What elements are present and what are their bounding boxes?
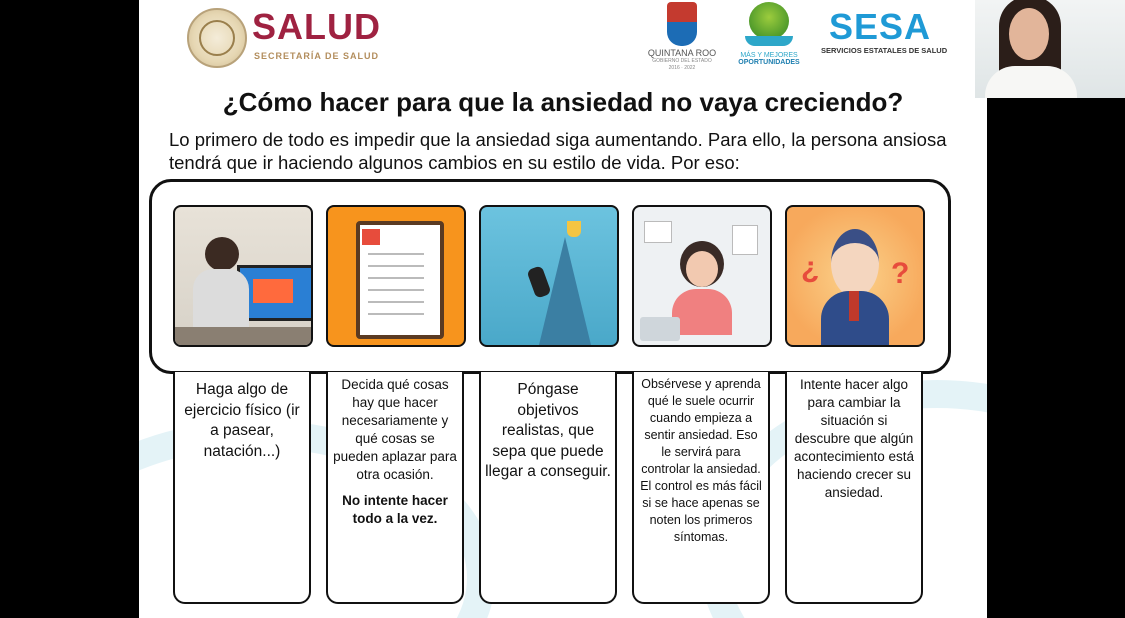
presenter-shirt: [985, 66, 1077, 98]
card-prioritize-bold-text: No intente hacer todo a la vez.: [342, 493, 448, 526]
presenter-webcam-video: [975, 0, 1125, 98]
trophy-icon: [567, 221, 581, 237]
quintana-roo-name: QUINTANA ROO: [647, 48, 717, 58]
calendar-date-icon: [362, 229, 380, 245]
question-mark-icon: ?: [891, 257, 910, 290]
person-body: [672, 289, 732, 335]
planner-illustration: [326, 205, 466, 347]
card-observe: [632, 372, 770, 604]
floor: [175, 327, 311, 345]
man-tie: [849, 291, 859, 321]
man-head: [831, 229, 879, 297]
slide-header: [139, 0, 987, 80]
salud-logo-title: SALUD: [252, 6, 381, 47]
quintana-roo-gov: GOBIERNO DEL ESTADO: [652, 58, 712, 64]
laptop-icon: [640, 317, 680, 341]
sesa-logo-subtitle: SERVICIOS ESTATALES DE SALUD: [821, 46, 948, 55]
quintana-roo-shield-icon: [667, 2, 697, 46]
card-change-situation-text: Intente hacer algo para cambiar la situación si descubre que algún acontecimiento está haciendo crecer su ansiedad.: [793, 377, 915, 500]
person-head: [205, 237, 239, 271]
tree-logo-icon: [749, 2, 789, 40]
thinking-illustration: [785, 205, 925, 347]
note-icon: [644, 221, 672, 243]
exercise-illustration: [173, 205, 313, 347]
mexico-seal-logo: [187, 8, 247, 68]
card-exercise: [173, 372, 311, 604]
person-face: [686, 251, 718, 287]
quintana-roo-years: 2016 · 2022: [668, 65, 696, 71]
card-goals-text: Póngase objetivos realistas, que sepa que puede llegar a conseguir.: [485, 381, 611, 480]
oportunidades-label: OPORTUNIDADES: [738, 59, 800, 66]
card-prioritize-text: Decida qué cosas hay que hacer necesariamente y qué cosas se pueden aplazar para otra ocasión.: [333, 377, 457, 482]
presentation-slide: [139, 0, 987, 618]
mas-y-mejores-label: MÁS Y MEJORES: [740, 52, 798, 59]
slide-title: ¿Cómo hacer para que la ansiedad no vaya creciendo?: [222, 87, 904, 117]
eagle-emblem-icon: [199, 20, 235, 56]
note-icon: [732, 225, 758, 255]
anxiety-illustration: [632, 205, 772, 347]
slide-intro-text: Lo primero de todo es impedir que la ansiedad siga aumentando. Para ello, la persona ansiosa tendrá que ir haciendo algunos cambios en su estilo de vida. Por eso:: [169, 129, 947, 173]
notebook-lines: [368, 253, 424, 255]
card-goals: [479, 372, 617, 604]
question-mark-icon: ¿: [801, 251, 820, 284]
tv-content: [253, 279, 293, 303]
card-prioritize: [326, 372, 464, 604]
salud-logo-subtitle: SECRETARÍA DE SALUD: [254, 51, 380, 61]
card-change-situation: [785, 372, 923, 604]
goals-illustration: [479, 205, 619, 347]
sesa-logo-title: SESA: [829, 6, 932, 47]
presenter-face: [1009, 8, 1049, 60]
card-observe-text: Obsérvese y aprenda qué le suele ocurrir cuando empieza a sentir ansiedad. Eso le servirá para controlar la ansiedad. El control es más fácil si se hace apenas se noten los primeros síntomas.: [640, 377, 762, 544]
wave-logo-icon: [745, 36, 793, 46]
card-exercise-text: Haga algo de ejercicio físico (ir a pasear, natación...): [184, 381, 300, 460]
